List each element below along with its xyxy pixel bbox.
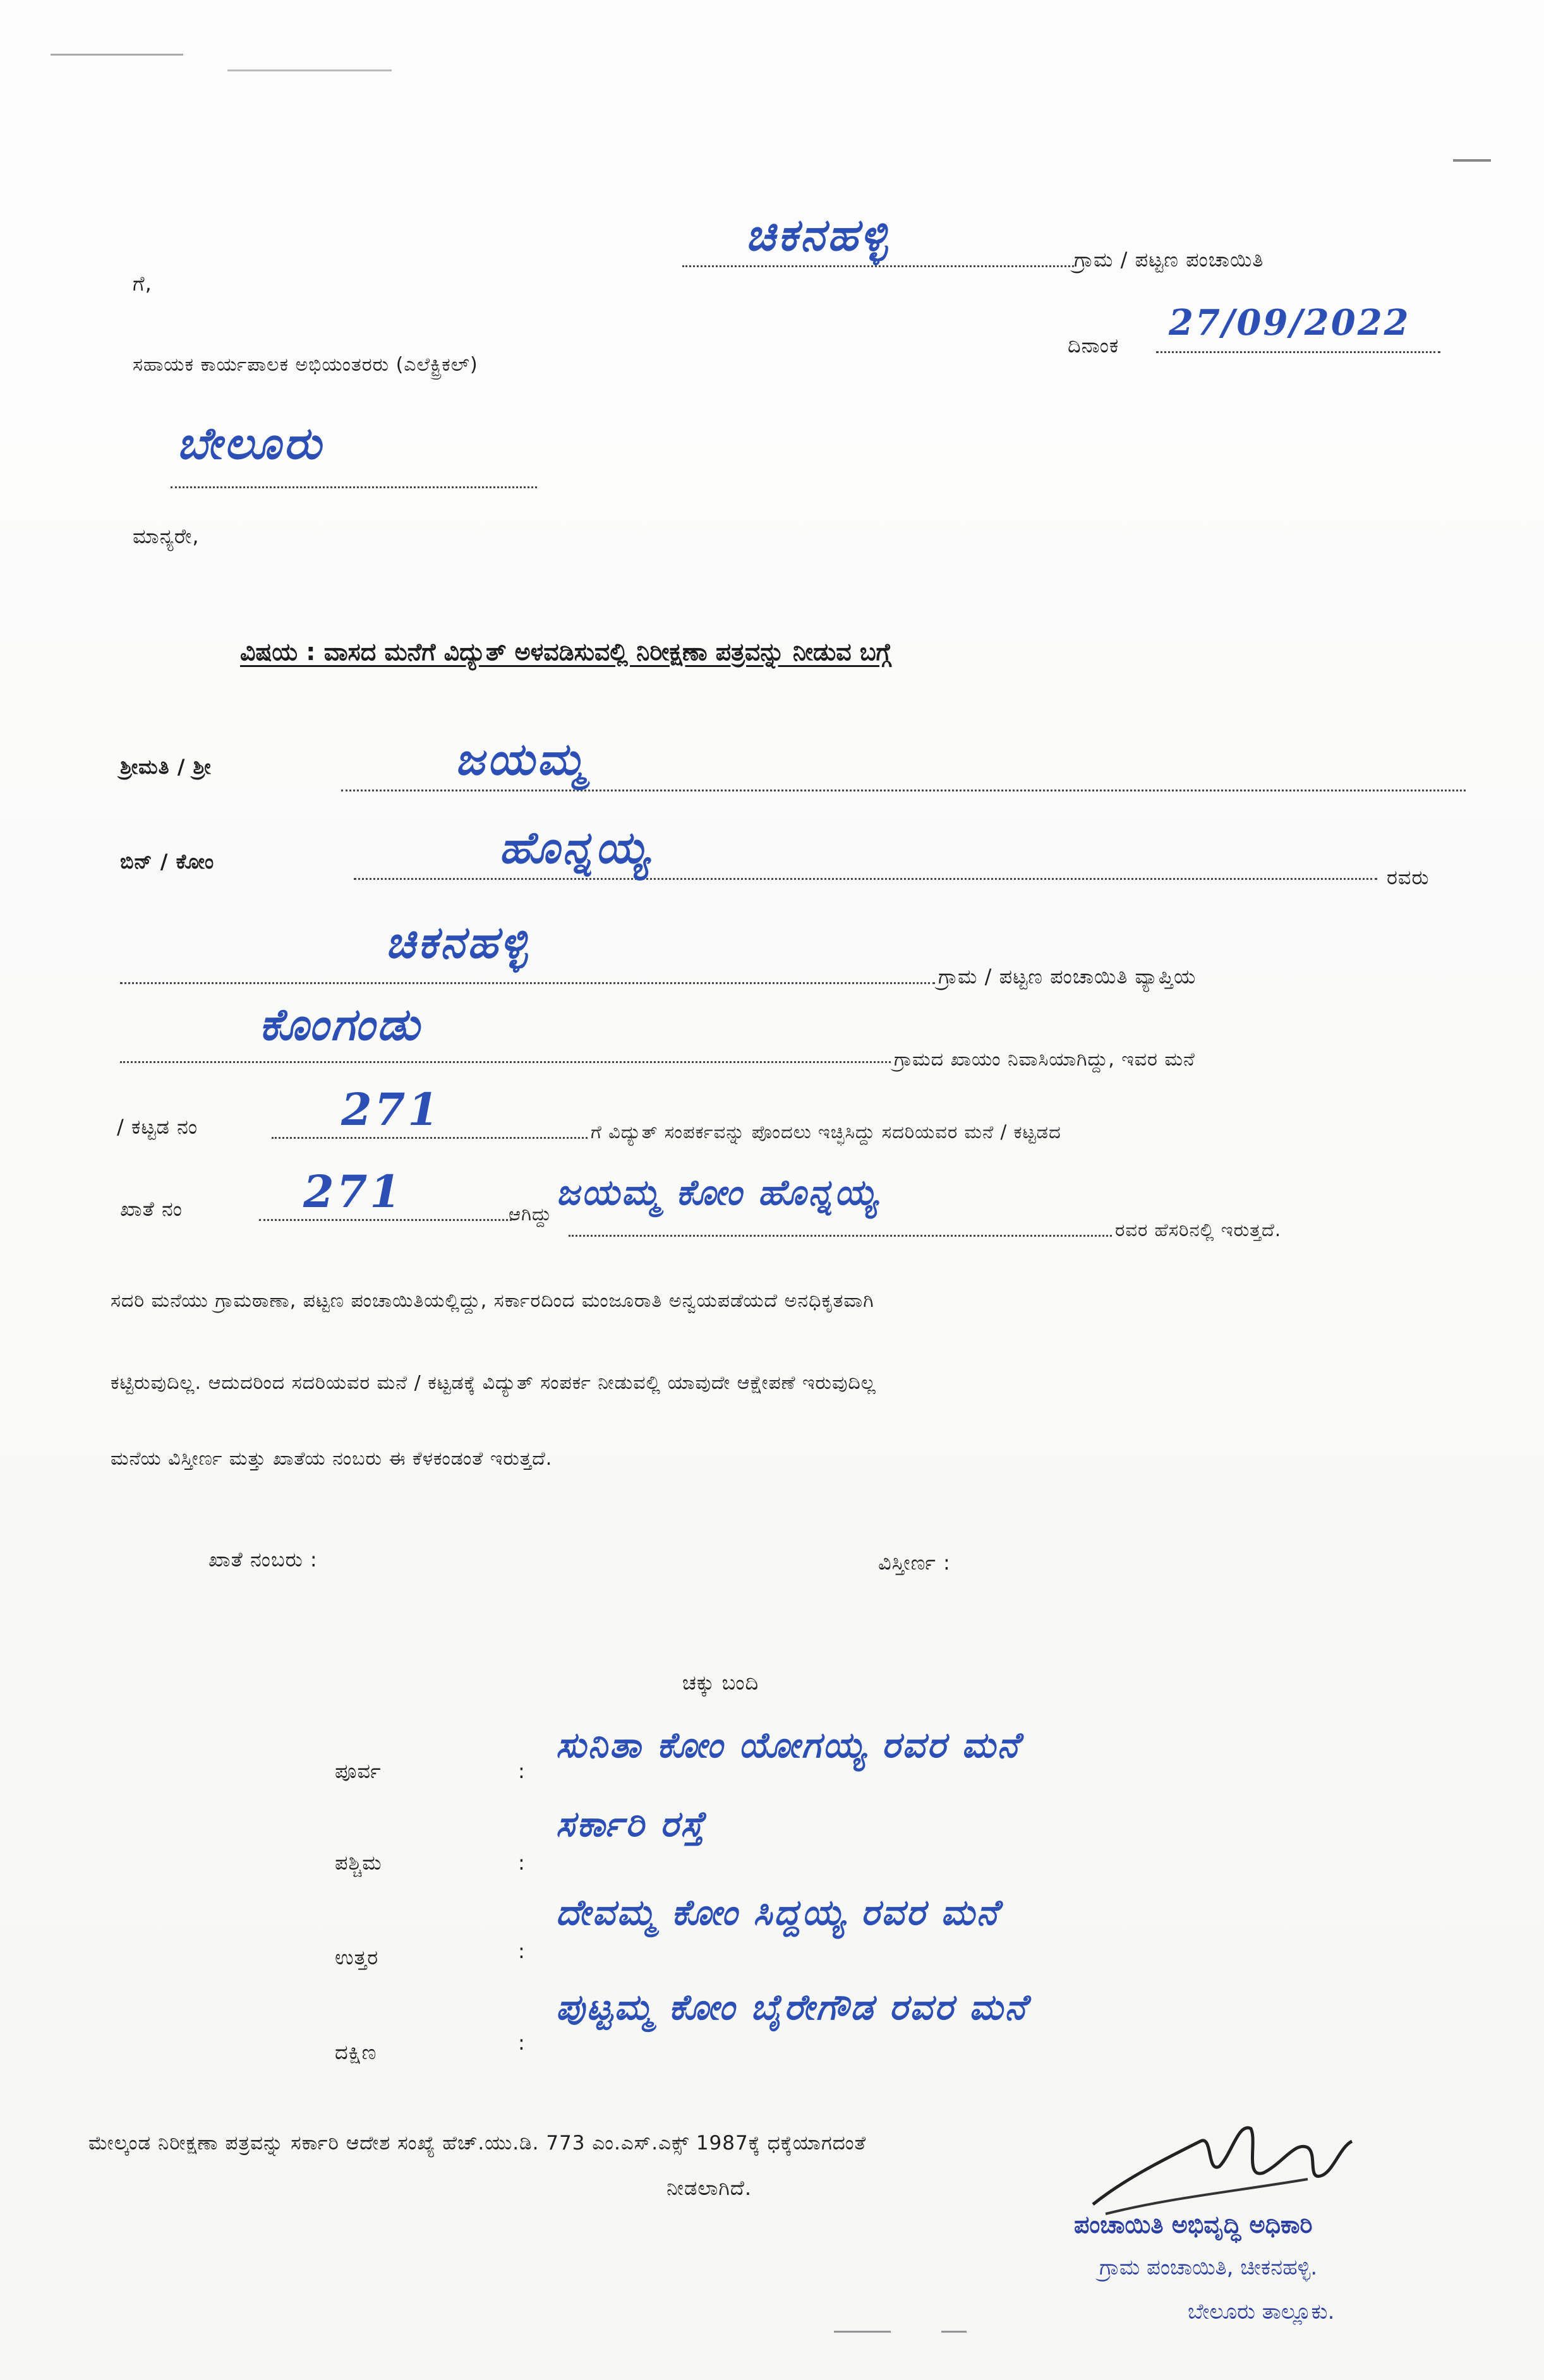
scan-mark	[227, 69, 392, 71]
owner-dotted-line	[569, 1235, 1112, 1237]
scan-mark	[1453, 159, 1491, 162]
scan-mark	[834, 2331, 891, 2333]
hamlet-dotted-line	[120, 1061, 891, 1063]
boundary-north-handwritten: ದೇವಮ್ಮ ಕೋಂ ಸಿದ್ದಯ್ಯ ರವರ ಮನೆ	[556, 1892, 1000, 1933]
panchayat-dotted-line	[682, 265, 1074, 267]
stamp-line-1: ಪಂಚಾಯಿತಿ ಅಭಿವೃದ್ಧಿ ಅಧಿಕಾರಿ	[1074, 2211, 1313, 2239]
kattada-label: / ಕಟ್ಟಡ ನಂ	[117, 1115, 198, 1139]
date-handwritten: 27/09/2022	[1169, 302, 1411, 344]
boundary-colon: :	[518, 1759, 526, 1783]
boundary-direction-west: ಪಶ್ಚಿಮ	[335, 1851, 382, 1875]
subject-line: ವಿಷಯ : ವಾಸದ ಮನೆಗೆ ವಿದ್ಯುತ್ ಅಳವಡಿಸುವಲ್ಲಿ ನಿರೀಕ್ಷಣಾ ಪತ್ರವನ್ನು ನೀಡುವ ಬಗ್ಗೆ	[240, 638, 891, 666]
owner-handwritten: ಜಯಮ್ಮ ಕೋಂ ಹೊನ್ನಯ್ಯ	[556, 1172, 879, 1213]
name-dotted-line	[341, 790, 1466, 791]
signature-mark	[1068, 2103, 1396, 2223]
date-label: ದಿನಾಂಕ	[1068, 334, 1119, 358]
addressee-place-handwritten: ಬೇಲೂರು	[177, 417, 324, 469]
stamp-line-3: ಬೇಲೂರು ತಾಲ್ಲೂಕು.	[1188, 2299, 1335, 2324]
owner-line-suffix: ರವರ ಹೆಸರಿನಲ್ಲಿ ಇರುತ್ತದೆ.	[1115, 1219, 1282, 1241]
bin-kom-label: ಬಿನ್ / ಕೋಂ	[120, 850, 215, 874]
paragraph-line-1: ಸದರಿ ಮನೆಯು ಗ್ರಾಮಠಾಣಾ, ಪಟ್ಟಣ ಪಂಚಾಯಿತಿಯಲ್ಲಿದ್ದು, ಸರ್ಕಾರದಿಂದ ಮಂಜೂರಾತಿ ಅನ್ವಯಪಡೆಯದೆ ಅನಧಿಕೃತವಾಗಿ	[111, 1290, 874, 1312]
hamlet-line-suffix: ಗ್ರಾಮದ ಖಾಯಂ ನಿವಾಸಿಯಾಗಿದ್ದು, ಇವರ ಮನೆ	[894, 1049, 1195, 1071]
spouse-handwritten: ಹೊನ್ನಯ್ಯ	[499, 821, 651, 874]
scan-mark	[51, 54, 183, 56]
footer-line-2: ನೀಡಲಾಗಿದೆ.	[666, 2176, 752, 2200]
khata-number-handwritten: 271	[303, 1165, 404, 1218]
panchayat-name-handwritten: ಚಿಕನಹಳ್ಳಿ	[745, 208, 890, 261]
khata-label: ಖಾತೆ ನಂ	[120, 1197, 183, 1221]
village-handwritten: ಚಿಕನಹಳ್ಳಿ	[385, 916, 530, 968]
name-handwritten: ಜಯಮ್ಮ	[455, 733, 588, 785]
addressee-to: ಗೆ,	[133, 272, 152, 296]
boundary-colon: :	[518, 2031, 526, 2055]
boundary-direction-south: ದಕ್ಷಿಣ	[335, 2040, 377, 2064]
footer-line-1: ಮೇಲ್ಕಂಡ ನಿರೀಕ್ಷಣಾ ಪತ್ರವನ್ನು ಸರ್ಕಾರಿ ಆದೇಶ ಸಂಖ್ಯೆ ಹೆಚ್.ಯು.ಡಿ. 773 ಎಂ.ಎಸ್.ಎಕ್ಸ್ 1987ಕ್ಕೆ ಧಕ್ಕೆಯಾಗದಂತೆ	[88, 2132, 867, 2155]
addressee-designation: ಸಹಾಯಕ ಕಾರ್ಯಪಾಲಕ ಅಭಿಯಂತರರು (ಎಲೆಕ್ಟ್ರಿಕಲ್)	[133, 354, 478, 376]
boundary-south-handwritten: ಪುಟ್ಟಮ್ಮ ಕೋಂ ಬೈರೇಗೌಡ ರವರ ಮನೆ	[556, 1986, 1028, 2028]
salutation: ಮಾನ್ಯರೇ,	[133, 524, 200, 548]
boundary-east-handwritten: ಸುನಿತಾ ಕೋಂ ಯೋಗಯ್ಯ ರವರ ಮನೆ	[556, 1724, 1020, 1766]
paragraph-line-3: ಮನೆಯ ವಿಸ್ತೀರ್ಣ ಮತ್ತು ಖಾತೆಯ ನಂಬರು ಈ ಕೆಳಕಂಡಂತೆ ಇರುತ್ತದೆ.	[111, 1448, 553, 1470]
agiddu-text: ಆಗಿದ್ದು	[509, 1203, 552, 1225]
village-dotted-line	[120, 982, 935, 984]
boundary-direction-east: ಪೂರ್ವ	[335, 1759, 382, 1783]
boundary-colon: :	[518, 1851, 526, 1875]
hamlet-handwritten: ಕೊಂಗಂಡು	[259, 998, 422, 1050]
spouse-dotted-line	[354, 878, 1377, 880]
area-label: ವಿಸ್ತೀರ್ಣ :	[878, 1551, 951, 1575]
place-dotted-line	[171, 486, 537, 488]
date-dotted-line	[1156, 351, 1440, 353]
khata-dotted-line	[259, 1219, 512, 1221]
ravaru-text: ರವರು	[1387, 865, 1430, 889]
boundary-direction-north: ಉತ್ತರ	[335, 1945, 379, 1969]
boundaries-title: ಚಕ್ಕು ಬಂದಿ	[682, 1671, 759, 1695]
kattada-line-suffix: ಗೆ ವಿದ್ಯುತ್ ಸಂಪರ್ಕವನ್ನು ಪೊಂದಲು ಇಚ್ಛಿಸಿದ್ದು ಸದರಿಯವರ ಮನೆ / ಕಟ್ಟಡದ	[591, 1121, 1061, 1143]
boundary-colon: :	[518, 1939, 526, 1963]
stamp-line-2: ಗ್ರಾಮ ಪಂಚಾಯಿತಿ, ಚೀಕನಹಳ್ಳಿ.	[1099, 2255, 1318, 2280]
scan-mark	[941, 2331, 967, 2333]
kattada-number-handwritten: 271	[341, 1083, 442, 1136]
village-line-suffix: ಗ್ರಾಮ / ಪಟ್ಟಣ ಪಂಚಾಯಿತಿ ವ್ಯಾಪ್ತಿಯ	[938, 965, 1197, 989]
srimati-label: ಶ್ರೀಮತಿ / ಶ್ರೀ	[120, 755, 212, 779]
paragraph-line-2: ಕಟ್ಟಿರುವುದಿಲ್ಲ. ಆದುದರಿಂದ ಸದರಿಯವರ ಮನೆ / ಕಟ್ಟಡಕ್ಕೆ ವಿದ್ಯುತ್ ಸಂಪರ್ಕ ನೀಡುವಲ್ಲಿ ಯಾವುದೇ ಆಕ್ಷೇಪಣೆ ಇರುವುದಿಲ್ಲ	[111, 1372, 876, 1394]
panchayat-suffix: ಗ್ರಾಮ / ಪಟ್ಟಣ ಪಂಚಾಯಿತಿ	[1074, 248, 1264, 272]
kattada-dotted-line	[272, 1137, 588, 1139]
khata-numbers-label: ಖಾತೆ ನಂಬರು :	[208, 1548, 318, 1572]
boundary-west-handwritten: ಸರ್ಕಾರಿ ರಸ್ತೆ	[556, 1803, 706, 1845]
